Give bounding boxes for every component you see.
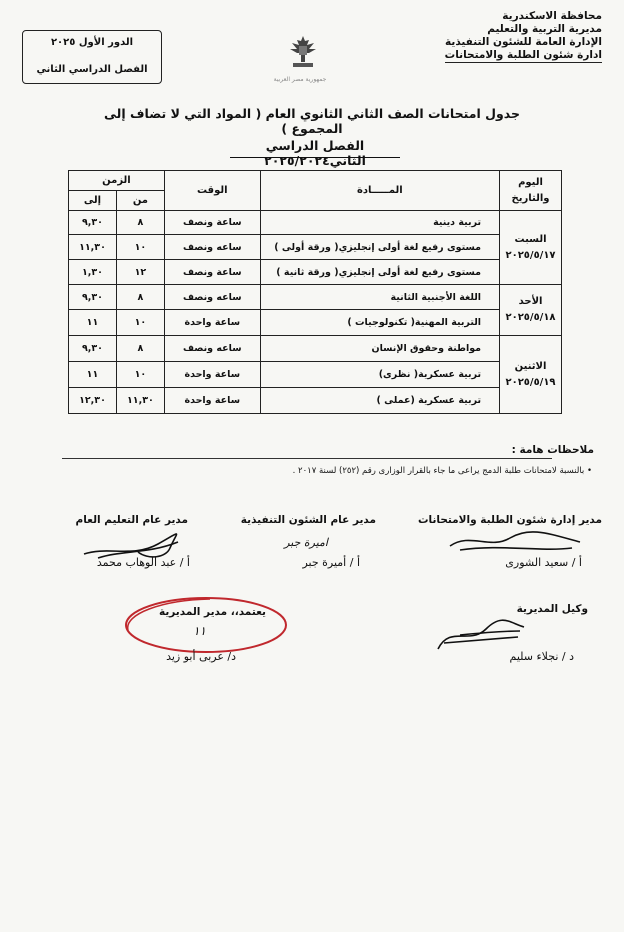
notes-divider (62, 458, 552, 459)
to-cell: ٩,٣٠ (69, 285, 117, 310)
page-title: جدول امتحانات الصف الثاني الثانوي العام ( المواد التي لا تضاف إلى المجموع ) (104, 106, 520, 136)
duration-cell: ساعة ونصف (164, 211, 260, 235)
org-line: الإدارة العامة للشئون التنفيذية (445, 36, 602, 48)
general-education-name: أ / عبد الوهاب محمد (96, 556, 190, 569)
header-day-date (500, 171, 562, 211)
deputy-signature (430, 615, 530, 655)
header-to: إلى (69, 191, 117, 211)
to-cell: ١٢,٣٠ (69, 388, 117, 414)
day-cell (500, 285, 562, 336)
header-day: اليوم (518, 176, 543, 188)
executive-affairs-title: مدير عام الشئون التنفيذية (240, 514, 376, 526)
table-header-row (69, 171, 562, 191)
deputy-title: وكيل المديرية (516, 603, 588, 615)
from-cell: ١٢ (116, 260, 164, 285)
subject-cell: تربية دينية (260, 211, 499, 235)
table-row (69, 235, 562, 260)
student-affairs-signature (440, 528, 590, 556)
organization-header (402, 10, 602, 63)
subject-cell: تربية عسكرية( نظرى) (260, 362, 499, 388)
org-line: محافظة الاسكندرية (502, 10, 602, 22)
table-row (69, 211, 562, 235)
eagle-emblem-icon (278, 32, 328, 72)
duration-cell: ساعه ونصف (164, 336, 260, 362)
to-cell: ١١ (69, 362, 117, 388)
day-name: الأحد (518, 296, 543, 307)
note-text: بالنسبة لامتحانات طلبة الدمج يراعى ما جاء بالقرار الوزارى رقم (٢٥٢) لسنة ٢٠١٧ . (292, 466, 585, 476)
session-box (22, 30, 162, 84)
table-row (69, 388, 562, 414)
bullet-icon: • (586, 466, 592, 476)
note-item (293, 466, 592, 476)
org-line: ادارة شئون الطلبة والامتحانات (444, 49, 602, 61)
director-name: د/ عربى أبو زيد (166, 650, 236, 663)
subject-cell: مستوى رفيع لغة أولى إنجليزي( ورقة أولى ) (260, 235, 499, 260)
duration-cell: ساعة ونصف (164, 260, 260, 285)
duration-cell: ساعه ونصف (164, 235, 260, 260)
deputy-name: د / نجلاء سليم (509, 650, 574, 663)
executive-affairs-scribble: اميرة جبر (284, 536, 328, 549)
header-time: الزمن (69, 171, 165, 191)
student-affairs-name: أ / سعيد الشورى (505, 556, 582, 569)
to-cell: ٩,٣٠ (69, 336, 117, 362)
day-name: الاثنين (514, 360, 547, 372)
subject-cell: مستوى رفيع لغة أولى إنجليزي( ورقة ثانية ) (260, 260, 499, 285)
to-cell: ١١,٣٠ (69, 235, 117, 260)
header-from: من (116, 191, 164, 211)
duration-cell: ساعة واحدة (164, 388, 260, 414)
from-cell: ١٠ (116, 310, 164, 336)
header-duration: الوقت (164, 171, 260, 211)
duration-cell: ساعة واحدة (164, 362, 260, 388)
emblem-caption: جمهورية مصر العربية (273, 76, 327, 83)
day-date: ٢٠٢٥/٥/١٩ (505, 376, 556, 388)
table-row (69, 260, 562, 285)
semester-label: الفصل الدراسي الثاني (36, 64, 148, 75)
from-cell: ١٠ (116, 362, 164, 388)
day-name: السبت (514, 233, 547, 245)
table-row (69, 285, 562, 310)
session-label: الدور الأول ٢٠٢٥ (50, 37, 134, 48)
day-cell (500, 336, 562, 414)
from-cell: ٨ (116, 211, 164, 235)
notes-heading: ملاحظات هامة : (511, 444, 594, 456)
table-row (69, 336, 562, 362)
student-affairs-title: مدير إدارة شئون الطلبة والامتحانات (417, 514, 602, 526)
duration-cell: ساعه ونصف (164, 285, 260, 310)
org-line: مديرية التربية والتعليم (487, 23, 602, 35)
day-date: ٢٠٢٥/٥/١٧ (505, 249, 556, 261)
subject-cell: مواطنة وحقوق الإنسان (260, 336, 499, 362)
exam-schedule-table (68, 170, 562, 414)
subject-cell: اللغة الأجنبية الثانية (260, 285, 499, 310)
executive-affairs-name: أ / أميرة جبر (302, 556, 360, 569)
approval-circle-mark (122, 594, 292, 656)
subject-cell: تربية عسكرية (عملى ) (260, 388, 499, 414)
subject-cell: التربية المهنية( تكنولوجيات ) (260, 310, 499, 336)
table-row (69, 362, 562, 388)
from-cell: ٨ (116, 285, 164, 310)
table-row (69, 310, 562, 336)
from-cell: ١١,٣٠ (116, 388, 164, 414)
from-cell: ١٠ (116, 235, 164, 260)
subtitle-underline (230, 157, 400, 158)
duration-cell: ساعة واحدة (164, 310, 260, 336)
from-cell: ٨ (116, 336, 164, 362)
director-scribble: ١١ (193, 624, 206, 638)
general-education-title: مدير عام التعليم العام (75, 514, 188, 526)
day-cell (500, 211, 562, 285)
day-date: ٢٠٢٥/٥/١٨ (505, 312, 556, 323)
header-subject: المـــــادة (260, 171, 499, 211)
page-subtitle: الفصل الدراسي الثاني٢٠٢٥/٢٠٢٤ (264, 138, 366, 168)
header-date: والتاريخ (511, 192, 550, 204)
director-title: يعتمد،، مدير المديرية (158, 606, 266, 618)
to-cell: ١,٣٠ (69, 260, 117, 285)
to-cell: ١١ (69, 310, 117, 336)
to-cell: ٩,٣٠ (69, 211, 117, 235)
